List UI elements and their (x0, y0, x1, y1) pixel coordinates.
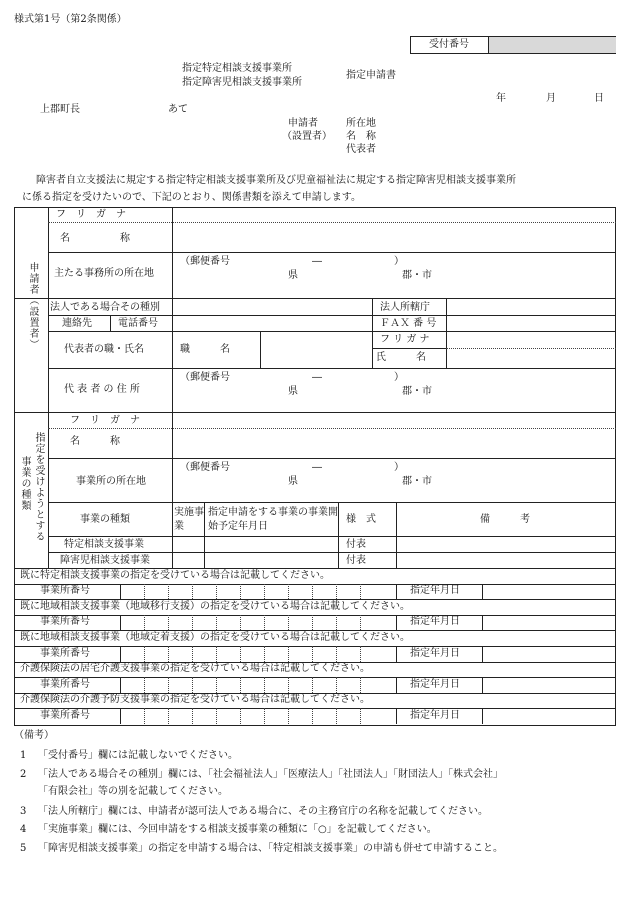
office-number-digit-box[interactable] (168, 708, 169, 724)
office-number-digit-box[interactable] (312, 615, 313, 631)
office-number-digit-box[interactable] (264, 677, 265, 693)
business-side-label-1: 指定を受けようとする (33, 432, 44, 542)
rep-furigana-label: フ リ ガ ナ (380, 334, 430, 345)
office-number-digit-box[interactable] (144, 677, 145, 693)
intro-line2: に係る指定を受けたいので、下記のとおり、関係書類を添えて申請します。 (22, 192, 361, 203)
postal-label: （郵便番号 (180, 256, 230, 267)
applicant-label-sub: （設置者） (282, 131, 332, 142)
office-number-digit-box[interactable] (264, 615, 265, 631)
postal-dash: ― (312, 256, 322, 267)
applicant-side-label: 申請者（設置者） (27, 262, 38, 350)
office-number-digit-box[interactable] (216, 615, 217, 631)
business-postal-label: （郵便番号 (180, 462, 230, 473)
note-text: 「有限会社」等の別を記載してください。 (38, 786, 228, 797)
office-number-digit-box[interactable] (336, 584, 337, 600)
rep-prefecture-label: 県 (288, 386, 298, 397)
office-number-digit-box[interactable] (168, 584, 169, 600)
note-number: 1 (20, 750, 27, 761)
business-location-label: 事業所の所在地 (76, 476, 146, 487)
office-number-digit-box[interactable] (192, 615, 193, 631)
prior-note: 介護保険法の居宅介護支援事業の指定を受けている場合は記載してください。 (20, 663, 370, 675)
rep-name-label: 氏 名 (376, 352, 426, 363)
impl-header: 実施事業 (174, 507, 204, 532)
office-number-digit-box[interactable] (288, 615, 289, 631)
business-postal-close: ） (394, 462, 404, 473)
office-number-digit-box[interactable] (312, 646, 313, 662)
office-number-digit-box[interactable] (216, 646, 217, 662)
office-address-label: 主たる事務所の所在地 (54, 268, 154, 279)
note-text: 「障害児相談支援事業」の指定を申請する場合は、「特定相談支援事業」の申請も併せて申請すること。 (38, 843, 503, 854)
office-number-digit-box[interactable] (288, 584, 289, 600)
note-number: 2 (20, 769, 27, 780)
designation-date-label: 指定年月日 (410, 678, 460, 690)
business-row-type: 特定相談支援事業 (64, 539, 144, 550)
office-number-digit-box[interactable] (192, 646, 193, 662)
designation-date-label: 指定年月日 (410, 709, 460, 721)
office-number-digit-box[interactable] (264, 646, 265, 662)
office-number-label: 事業所番号 (40, 709, 90, 721)
office-number-digit-box[interactable] (240, 646, 241, 662)
office-number-digit-box[interactable] (168, 677, 169, 693)
office-number-digit-box[interactable] (240, 584, 241, 600)
business-row-style: 付表 (346, 555, 366, 566)
office-number-digit-box[interactable] (360, 677, 361, 693)
day-label: 日 (594, 93, 604, 104)
postal-close: ） (394, 256, 404, 267)
title-suffix: 指定申請書 (346, 70, 396, 81)
form-number: 様式第1号（第2条関係） (14, 14, 127, 25)
corp-authority-label: 法人所轄庁 (380, 302, 430, 313)
fax-label: ＦＡＸ 番 号 (380, 318, 437, 329)
furigana-label: フ リ ガ ナ (56, 209, 126, 220)
county-city-label: 郡・市 (402, 270, 432, 281)
receipt-box (410, 36, 616, 54)
office-number-digit-box[interactable] (216, 677, 217, 693)
office-number-digit-box[interactable] (312, 677, 313, 693)
address-label: 所在地 (346, 118, 376, 129)
intro-line1: 障害者自立支援法に規定する指定特定相談支援事業所及び児童福祉法に規定する指定障害児相談支援事業所 (36, 175, 516, 186)
office-number-digit-box[interactable] (288, 677, 289, 693)
office-number-label: 事業所番号 (40, 678, 90, 690)
office-number-digit-box[interactable] (264, 584, 265, 600)
office-number-digit-box[interactable] (360, 584, 361, 600)
office-number-digit-box[interactable] (144, 646, 145, 662)
designation-date-label: 指定年月日 (410, 616, 460, 628)
note-text: 「受付番号」欄には記載しないでください。 (38, 750, 238, 761)
office-number-digit-box[interactable] (360, 708, 361, 724)
office-number-digit-box[interactable] (336, 708, 337, 724)
office-number-label: 事業所番号 (40, 585, 90, 597)
note-number: 3 (20, 806, 27, 817)
office-number-label: 事業所番号 (40, 647, 90, 659)
office-number-digit-box[interactable] (288, 646, 289, 662)
business-side-label-2: 事業の種類 (19, 456, 30, 511)
office-number-digit-box[interactable] (240, 615, 241, 631)
notes-heading: （備考） (14, 730, 54, 741)
contact-label: 連絡先 (62, 318, 92, 329)
office-number-digit-box[interactable] (216, 584, 217, 600)
office-number-digit-box[interactable] (312, 708, 313, 724)
rep-county-city-label: 郡・市 (402, 386, 432, 397)
business-prefecture-label: 県 (288, 476, 298, 487)
office-number-digit-box[interactable] (192, 584, 193, 600)
business-row-style: 付表 (346, 539, 366, 550)
prior-note: 既に地域相談支援事業（地域移行支援）の指定を受けている場合は記載してください。 (20, 600, 410, 612)
office-number-digit-box[interactable] (192, 708, 193, 724)
business-county-city-label: 郡・市 (402, 476, 432, 487)
start-date-header: 指定申請をする事業の事業開始予定年月日 (208, 507, 338, 532)
office-number-label: 事業所番号 (40, 616, 90, 628)
addressee-suffix: あて (168, 104, 188, 115)
note-number: 4 (20, 824, 27, 835)
rep-title-name-label: 代表者の職・氏名 (64, 344, 144, 355)
prefecture-label: 県 (288, 270, 298, 281)
title-line1: 指定特定相談支援事業所 (182, 63, 292, 74)
corp-name-label: 名 称 (60, 233, 130, 244)
designation-date-label: 指定年月日 (410, 647, 460, 659)
office-number-digit-box[interactable] (336, 615, 337, 631)
prior-note: 既に特定相談支援事業の指定を受けている場合は記載してください。 (20, 569, 330, 581)
office-number-digit-box[interactable] (336, 677, 337, 693)
office-number-digit-box[interactable] (216, 708, 217, 724)
business-row-type: 障害児相談支援事業 (60, 555, 150, 566)
office-number-digit-box[interactable] (360, 646, 361, 662)
receipt-label: 受付番号 (429, 39, 469, 50)
office-number-digit-box[interactable] (240, 677, 241, 693)
name-label: 名 称 (346, 131, 376, 142)
remarks-header: 備 考 (480, 514, 530, 525)
year-label: 年 (496, 93, 506, 104)
rep-address-label: 代 表 者 の 住 所 (64, 384, 140, 395)
note-text: 「実施事業」欄には、今回申請をする相談支援事業の種類に「○」を記載してください。 (38, 824, 437, 835)
month-label: 月 (546, 93, 556, 104)
office-number-digit-box[interactable] (360, 615, 361, 631)
addressee: 上郡町長 (40, 104, 80, 115)
prior-note: 介護保険法の介護予防支援事業の指定を受けている場合は記載してください。 (20, 694, 370, 706)
phone-label: 電話番号 (118, 318, 158, 329)
rep-postal-dash: ― (312, 372, 322, 383)
business-name-label: 名 称 (70, 436, 120, 447)
type-header: 事業の種類 (80, 514, 130, 525)
office-number-digit-box[interactable] (336, 646, 337, 662)
note-number: 5 (20, 843, 27, 854)
rep-postal-label: （郵便番号 (180, 372, 230, 383)
title-line2: 指定障害児相談支援事業所 (182, 77, 302, 88)
prior-note: 既に地域相談支援事業（地域定着支援）の指定を受けている場合は記載してください。 (20, 631, 410, 643)
note-text: 「法人所轄庁」欄には、申請者が認可法人である場合に、その主務官庁の名称を記載してください。 (38, 806, 488, 817)
business-furigana-label: フ リ ガ ナ (70, 415, 140, 426)
office-number-digit-box[interactable] (192, 677, 193, 693)
office-number-digit-box[interactable] (288, 708, 289, 724)
office-number-digit-box[interactable] (312, 584, 313, 600)
office-number-digit-box[interactable] (264, 708, 265, 724)
rep-postal-close: ） (394, 372, 404, 383)
representative-label: 代表者 (346, 144, 376, 155)
office-number-digit-box[interactable] (144, 584, 145, 600)
style-header: 様 式 (346, 514, 376, 525)
position-label: 職 名 (180, 344, 230, 355)
office-number-digit-box[interactable] (144, 708, 145, 724)
business-postal-dash: ― (312, 462, 322, 473)
corp-type-label: 法人である場合その種別 (50, 302, 160, 313)
note-text: 「法人である場合その種別」欄には、「社会福祉法人」「医療法人」「社団法人」「財団法人」「株式会社」 (38, 769, 503, 780)
applicant-label: 申請者 (288, 118, 318, 129)
office-number-digit-box[interactable] (240, 708, 241, 724)
office-number-digit-box[interactable] (144, 615, 145, 631)
office-number-digit-box[interactable] (168, 615, 169, 631)
designation-date-label: 指定年月日 (410, 585, 460, 597)
receipt-field[interactable] (488, 37, 616, 53)
office-number-digit-box[interactable] (168, 646, 169, 662)
